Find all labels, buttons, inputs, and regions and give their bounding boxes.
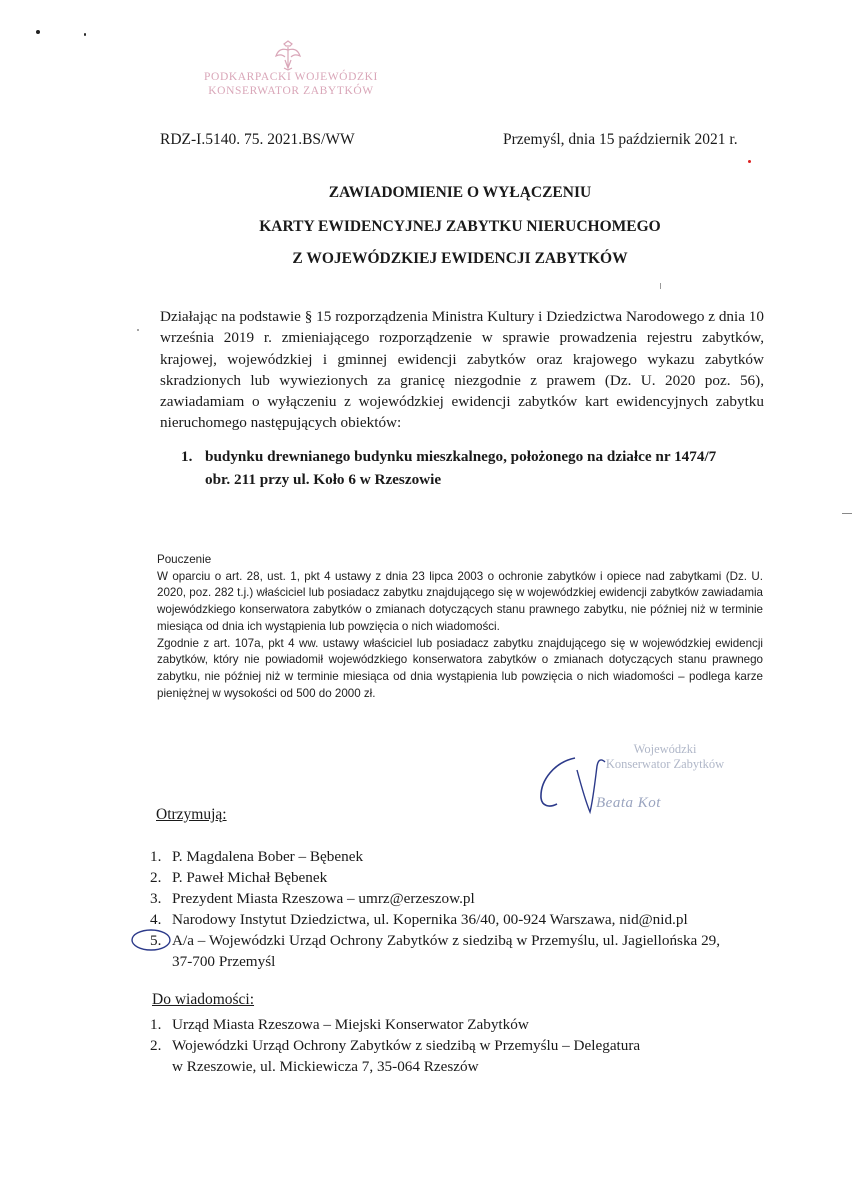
handwritten-circle-mark [128, 927, 172, 953]
for-information-heading: Do wiadomości: [152, 991, 255, 1008]
signature-stamp-line1: Wojewódzki [633, 742, 697, 756]
red-ink-mark [748, 160, 751, 163]
list-item [150, 1014, 790, 1035]
list-item-text: Prezydent Miasta Rzeszowa – umrz@erzeszow.pl [172, 890, 475, 907]
legal-notice-para2: Zgodnie z art. 107a, pkt 4 ww. ustawy właściciel lub posiadacz zabytku znajdującego się w wojewódzkiej ewidencji zabytków, który nie powiadomił wojewódzkiego konserwatora zabytków o zmianach dotyczących stanu prawnego zabytku, nie później niż w terminie miesiąca od dnia wystąpienia lub powzięcia o nich wiadomości – podlega karze pieniężnej w wysokości od 500 do 2000 zł. [157, 636, 763, 700]
office-name-line2: KONSERWATOR ZABYTKÓW [208, 85, 374, 97]
list-item-number: 1. [150, 1016, 162, 1033]
recipients-list [150, 846, 790, 972]
scan-speck [137, 329, 139, 331]
list-item-text: Wojewódzki Urząd Ochrony Zabytków z siedzibą w Przemyślu – Delegatura [172, 1037, 641, 1054]
place-and-date: Przemyśl, dnia 15 październik 2021 r. [503, 131, 738, 148]
signature-stamp-line2: Konserwator Zabytków [605, 757, 725, 771]
main-paragraph [160, 306, 764, 434]
list-item-text: P. Paweł Michał Bębenek [172, 869, 328, 886]
legal-notice [157, 552, 763, 702]
list-item-number: 1. [150, 848, 162, 865]
document-title-line2: KARTY EWIDENCYJNEJ ZABYTKU NIERUCHOMEGO [259, 218, 661, 235]
scan-edge-mark [842, 513, 852, 514]
scan-speck [36, 30, 40, 34]
scan-speck [84, 33, 86, 36]
list-item-number: 5. [150, 932, 162, 949]
list-item-number: 3. [150, 890, 162, 907]
list-item [150, 867, 790, 888]
eagle-emblem-icon [274, 40, 302, 72]
list-item-text: Narodowy Instytut Dziedzictwa, ul. Kopernika 36/40, 00-924 Warszawa, nid@nid.pl [172, 911, 688, 928]
office-name-line1: PODKARPACKI WOJEWÓDZKI [204, 71, 378, 83]
legal-notice-heading: Pouczenie [157, 553, 212, 566]
listed-object-item [181, 445, 765, 491]
list-item-continuation: 37-700 Przemyśl [172, 953, 276, 970]
list-item-text: A/a – Wojewódzki Urząd Ochrony Zabytków z siedzibą w Przemyślu, ul. Jagiellońska 29, [172, 932, 721, 949]
list-item [150, 1035, 790, 1056]
item-number: 1. [181, 448, 193, 465]
issuing-office-header [186, 70, 396, 98]
list-item-number: 2. [150, 869, 162, 886]
list-item-text: P. Magdalena Bober – Bębenek [172, 848, 364, 865]
signatory-name: Beata Kot [596, 795, 661, 811]
list-item-number: 2. [150, 1037, 162, 1054]
item-line2: obr. 211 przy ul. Koło 6 w Rzeszowie [205, 471, 442, 488]
main-paragraph-text: Działając na podstawie § 15 rozporządzenia Ministra Kultury i Dziedzictwa Narodowego z dnia 10 września 2019 r. zmieniającego rozporządzenie w sprawie prowadzenia rejestru zabytków, krajowej, wojewódzkiej i gminnej ewidencji zabytków oraz krajowego wykazu zabytków skradzionych lub wywiezionych za granicę niezgodnie z prawem (Dz. U. 2020 poz. 56), zawiadamiam o wyłączeniu z wojewódzkiej ewidencji zabytków kart ewidencyjnych zabytku nieruchomego następujących obiektów: [160, 308, 764, 432]
list-item-number: 4. [150, 911, 162, 928]
document-title-line1: ZAWIADOMIENIE O WYŁĄCZENIU [328, 184, 592, 201]
list-item-text: Urząd Miasta Rzeszowa – Miejski Konserwator Zabytków [172, 1016, 529, 1033]
item-line1: budynku drewnianego budynku mieszkalnego, położonego na działce nr 1474/7 [205, 448, 717, 465]
list-item-continuation: w Rzeszowie, ul. Mickiewicza 7, 35-064 Rzeszów [172, 1058, 479, 1075]
list-item [150, 846, 790, 867]
scan-speck [660, 283, 661, 289]
list-item [150, 909, 790, 930]
legal-notice-para1: W oparciu o art. 28, ust. 1, pkt 4 ustawy z dnia 23 lipca 2003 o ochronie zabytków i opiece nad zabytkami (Dz. U. 2020, poz. 282 t.j.) właściciel lub posiadacz zabytku znajdującego się w wojewódzkiej ewidencji zabytków zawiadamia wojewódzkiego konserwatora zabytków o zmianach dotyczących stanu prawnego zabytku, nie później niż w terminie miesiąca od dnia ich wystąpienia lub powzięcia o nich wiadomości. [157, 569, 763, 633]
recipients-heading: Otrzymują: [156, 806, 227, 823]
list-item [150, 888, 790, 909]
reference-number: RDZ-I.5140. 75. 2021.BS/WW [160, 131, 355, 148]
for-information-list [150, 1014, 790, 1077]
list-item [150, 930, 790, 951]
document-title-line3: Z WOJEWÓDZKIEJ EWIDENCJI ZABYTKÓW [292, 250, 628, 267]
